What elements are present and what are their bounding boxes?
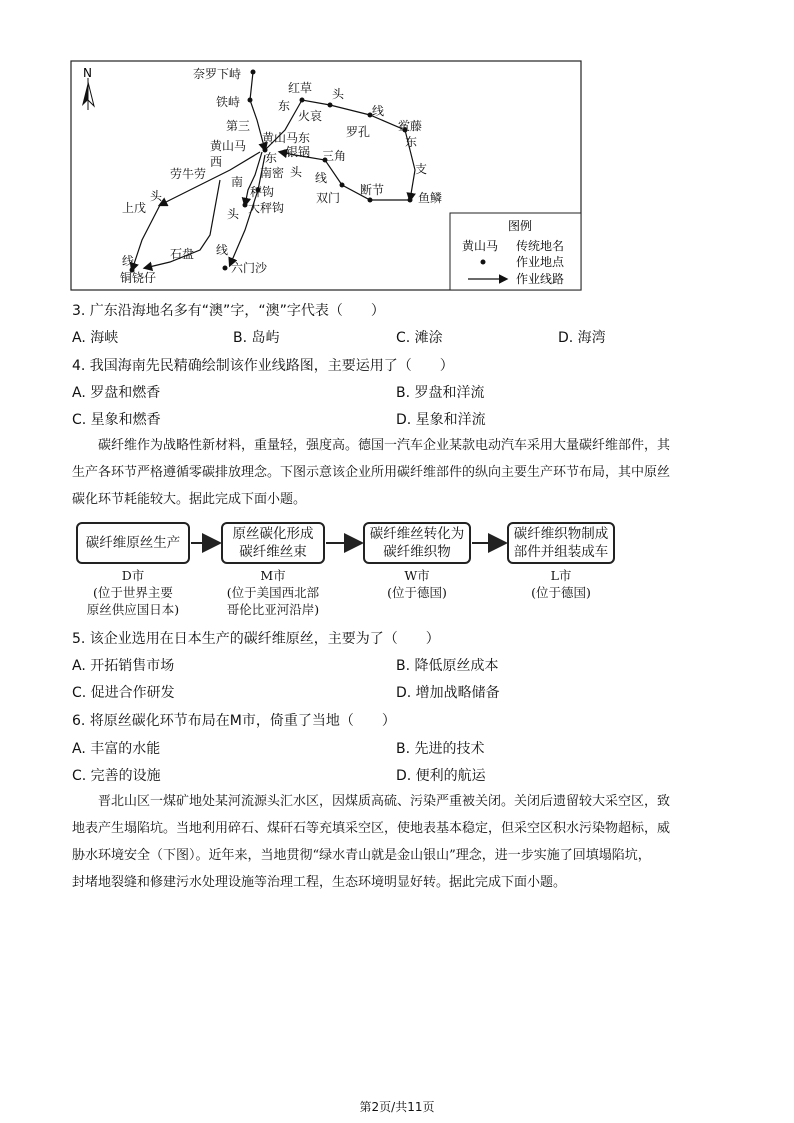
svg-text:作业线路: 作业线路: [516, 272, 565, 286]
place-nailuo: 奈罗下峙: [193, 67, 242, 81]
q6-option-c[interactable]: C. 完善的设施: [72, 768, 161, 784]
svg-text:N: N: [83, 66, 92, 80]
route-map: [70, 60, 582, 292]
place-guanteng: 鲎藤: [398, 119, 423, 133]
svg-text:图例: 图例: [508, 219, 533, 233]
q4-option-c[interactable]: C. 星象和燃香: [72, 412, 161, 428]
q6-option-b[interactable]: B. 先进的技术: [396, 741, 485, 757]
place-zhi: 支: [415, 162, 428, 176]
place-tou1: 头: [332, 87, 345, 101]
flow-arrows: [0, 530, 794, 560]
svg-text:作业地点: 作业地点: [516, 255, 565, 269]
flow-step-3: 碳纤维丝转化为碳纤维织物: [363, 522, 471, 564]
q3-option-c[interactable]: C. 滩涂: [396, 330, 443, 346]
place-hongcao: 红草: [288, 81, 313, 95]
flow-location-3: W市 (位于德国): [387, 568, 447, 600]
flow-step-4: 碳纤维织物制成部件并组装成车: [507, 522, 615, 564]
place-xian3: 线: [216, 243, 229, 257]
place-shangwu: 上戊: [122, 201, 147, 215]
place-chenggou: 秤钩: [250, 185, 275, 199]
q3-option-d[interactable]: D. 海湾: [558, 330, 606, 346]
place-disan: 第三: [226, 119, 251, 133]
place-yinzhou: 银锅: [286, 145, 311, 159]
flow-step-1: 碳纤维原丝生产: [76, 522, 190, 564]
q6-option-a[interactable]: A. 丰富的水能: [72, 741, 161, 757]
svg-text:黄山马: 黄山马: [462, 239, 499, 253]
q4-option-d[interactable]: D. 星象和洋流: [396, 412, 486, 428]
place-xian2: 线: [315, 171, 328, 185]
place-huoxu: 火哀: [298, 109, 323, 123]
passage-coal-mine: 晋北山区一煤矿地处某河流源头汇水区，因煤质高硫、污染严重被关闭。关闭后遗留较大采空区，致 地表产生塌陷坑。当地利用碎石、煤矸石等充填采空区，使地表基本稳定，但采空区积水污染物超标，威 胁水环境安全（下图）。近年来，当地贯彻“绿水青山就是金山银山”理念，进一步实施了回填塌陷坑， 封堵地裂缝和修建污水处理设施等治理工程，生态环境明显好转。据此完成下面小题。: [72, 794, 671, 890]
flow-location-4: L市 (位于德国): [531, 568, 591, 600]
place-tou2: 头: [290, 165, 303, 179]
place-tongnaozai: 铜铙仔: [120, 271, 157, 285]
place-luokong: 罗孔: [346, 125, 371, 139]
place-liumensha: 六门沙: [231, 261, 268, 275]
flow-location-2: M市 (位于美国西北部 哥伦比亚河沿岸): [226, 568, 320, 617]
q4-option-a[interactable]: A. 罗盘和燃香: [72, 385, 161, 401]
place-laoniulao: 劳牛劳: [170, 167, 207, 181]
q6-option-d[interactable]: D. 便利的航运: [396, 768, 486, 784]
map-legend: [450, 213, 581, 290]
q6-stem: 6. 将原丝碳化环节布局在M市，倚重了当地（ ）: [72, 713, 396, 729]
flow-step-2: 原丝碳化形成碳纤维丝束: [221, 522, 325, 564]
place-yulin: 鱼鳞: [418, 191, 443, 205]
place-shuangmen: 双门: [316, 191, 341, 205]
place-dong3: 东: [265, 151, 278, 165]
q3-option-b[interactable]: B. 岛屿: [233, 330, 280, 346]
place-dong2: 东: [405, 135, 418, 149]
place-duanjie: 断节: [360, 183, 385, 197]
q5-option-d[interactable]: D. 增加战略储备: [396, 685, 500, 701]
work-site-icon: [481, 260, 486, 265]
place-huangshanma: 黄山马: [210, 139, 247, 153]
q5-option-b[interactable]: B. 降低原丝成本: [396, 658, 499, 674]
q5-option-a[interactable]: A. 开拓销售市场: [72, 658, 175, 674]
place-dachenggou: 大秤钩: [248, 201, 285, 215]
place-xi: 西: [210, 155, 223, 169]
q3-stem: 3. 广东沿海地名多有“澳”字，“澳”字代表（ ）: [72, 303, 385, 319]
page-number: 第2页/共11页: [359, 1100, 435, 1114]
place-nan: 南: [231, 175, 244, 189]
place-dong1: 东: [278, 99, 291, 113]
passage-carbon-fiber: 碳纤维作为战略性新材料，重量轻，强度高。德国一汽车企业某款电动汽车采用大量碳纤维部件，其 生产各环节严格遵循零碳排放理念。下图示意该企业所用碳纤维部件的纵向主要生产环节布局，其中原丝 碳化环节耗能较大。据此完成下面小题。: [72, 438, 671, 507]
q4-stem: 4. 我国海南先民精确绘制该作业线路图，主要运用了（ ）: [72, 358, 454, 374]
q5-stem: 5. 该企业选用在日本生产的碳纤维原丝，主要为了（ ）: [72, 631, 440, 647]
place-xian4: 线: [122, 254, 135, 268]
place-sanjiao: 三角: [322, 149, 347, 163]
place-tieshi: 铁峙: [216, 95, 241, 109]
place-tou3: 头: [150, 189, 163, 203]
place-tou4: 头: [227, 207, 240, 221]
place-nanmi: 南密: [260, 166, 285, 180]
place-shipan: 石盘: [170, 247, 195, 261]
q5-option-c[interactable]: C. 促进合作研发: [72, 685, 175, 701]
q4-option-b[interactable]: B. 罗盘和洋流: [396, 385, 485, 401]
place-xian1: 线: [372, 104, 385, 118]
flow-location-1: D市 (位于世界主要 原丝供应国日本): [86, 568, 180, 617]
q3-option-a[interactable]: A. 海峡: [72, 330, 119, 346]
place-huangshanma-dong: 黄山马东: [262, 131, 311, 145]
svg-text:传统地名: 传统地名: [516, 239, 565, 253]
